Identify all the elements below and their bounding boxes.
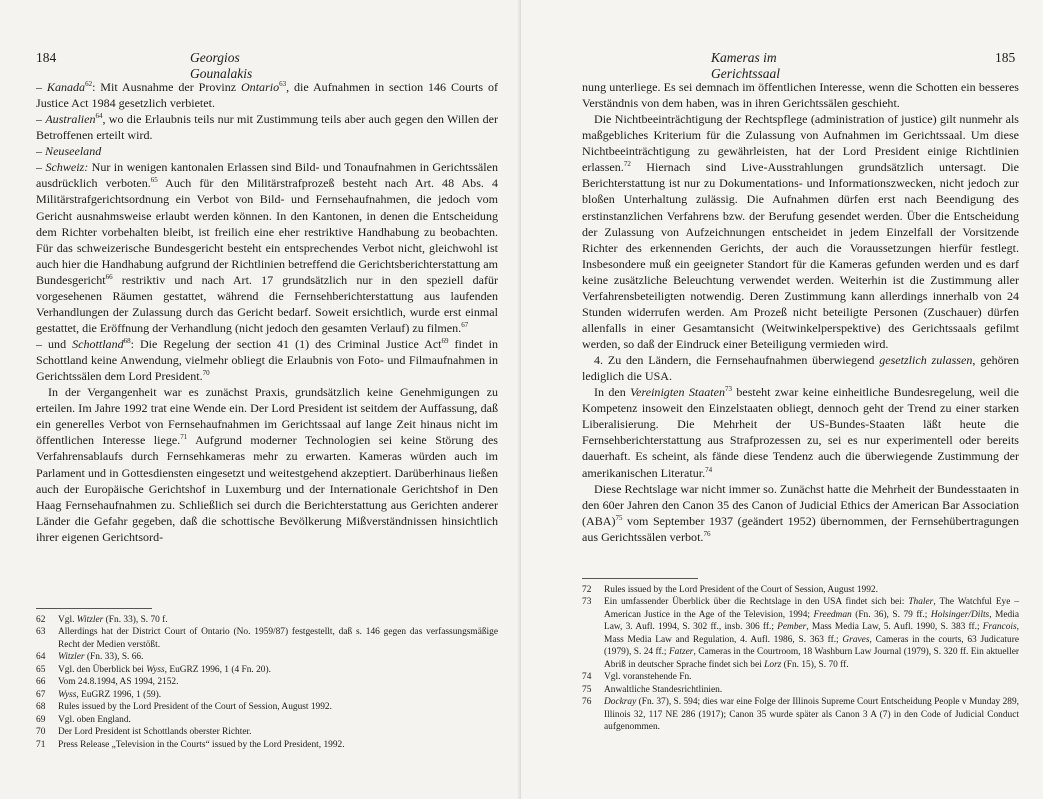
footnote [582,596,1019,671]
footnote-separator [582,578,698,579]
page-number: 185 [995,50,1016,65]
footnote [36,676,498,688]
footnote-number: 71 [36,739,46,750]
footnote-marker: 71 [180,433,188,442]
footnote [36,614,498,626]
footnote-number: 69 [36,714,46,725]
footnote-marker: 76 [703,529,711,538]
footnote [36,739,498,751]
left-body-text [36,79,498,545]
footnote [36,714,498,726]
footnote-number: 72 [582,585,592,595]
footnote-number: 74 [582,672,592,683]
footnote-number: 63 [36,627,46,638]
footnote-marker: 64 [95,112,103,121]
footnote-marker: 66 [105,272,113,281]
footnote-text: Dockray (Fn. 37), S. 594; dies war eine Folge der Illinois Supreme Court Entscheidung People v Munday 289, Illinois 32, 117 NE 286 (1917); Canon 35 wurde später als Canon 3 A (7) in den Code of Judicial Conduct aufgenommen. [604,697,1019,732]
footnote-marker: 65 [150,176,158,185]
footnote-number: 65 [36,664,46,675]
footnote [36,626,498,651]
footnote-number: 75 [582,684,592,695]
right-body-text [582,79,1019,545]
running-head-author: Georgios Gounalakis [190,50,253,81]
left-footnotes [36,614,498,751]
footnote-text: Wyss, EuGRZ 1996, 1 (59). [58,689,162,700]
footnote-marker: 67 [461,320,469,329]
body-paragraph: Diese Rechtslage war nicht immer so. Zunächst hatte die Mehrheit der Bundesstaaten in den 60er Jahren den Canon 35 des Canon of Judicial Ethics der American Bar Association (ABA)$^{75}$ vom September 1937 (geändert 1952) übernommen, der Fernsehübertragungen aus Gerichtssälen verbot.$^{76}$ [582,481,1019,544]
footnote-separator [36,608,152,609]
body-paragraph: – Kanada$^{62}$: Mit Ausnahme der Provinz Ontario$^{63}$, die Aufnahmen in section 146 Courts of Justice Act 1984 gesetzlich verbietet. [36,79,499,111]
footnote-text: Vgl. oben England. [58,714,131,725]
footnote-text: Rules issued by the Lord President of the Court of Session, August 1992. [604,585,878,595]
footnote [36,701,498,713]
footnote [36,651,498,663]
footnote-number: 64 [36,652,46,663]
footnote-marker: 75 [615,513,623,522]
footnote-number: 70 [36,727,46,738]
footnote-text: Rules issued by the Lord President of the Court of Session, August 1992. [58,702,332,713]
footnote-text: Ein umfassender Überblick über die Rechtslage in den USA findet sich bei: Thaler, The Watchful Eye – American Justice in the Age of the Television, 1994; Freedman (Fn. 36), S. 79 ff.; Holsinger/Dilts, Media Law, 3. Aufl. 1994, S. 302 ff., insb. 306 ff.; Pember, Mass Media Law, 5. Aufl. 1990, S. 383 ff.; Francois, Mass Media Law and Regulation, 4. Aufl. 1986, S. 363 ff.; Graves, Cameras in the courts, 63 Judicature (1979), S. 24 ff.; Fatzer, Cameras in the Courtroom, 18 Washburn Law Journal (1979), S. 320 ff. Ein aktueller Abriß in deutscher Sprache findet sich bei Lorz (Fn. 15), S. 70 ff. [604,597,1020,670]
footnote [582,696,1019,733]
page-number: 184 [36,50,57,65]
body-paragraph: – Neuseeland [36,144,102,159]
footnote-text: Der Lord President ist Schottlands oberster Richter. [58,727,252,738]
body-paragraph: In den Vereinigten Staaten$^{73}$ besteht zwar keine einheitliche Bundesregelung, weil die Kompetenz insoweit den Einzelstaaten obliegt, dennoch geht der Trend zu einer starken Liberalisierung. Die Mehrheit der US-Bundes-Staaten läßt heute die Fernsehberichterstattung aus Strafprozessen zu, sei es nur experimentell oder bereits dauerhaft. Es scheint, als fände diese Tendenz auch die überwiegende Zustimmung der amerikanischen Literatur.$^{74}$ [582,385,1019,480]
right-footnotes [582,584,1019,733]
footnote-text: Anwaltliche Standesrichtlinien. [604,684,723,695]
footnote [582,671,1019,683]
body-paragraph: In der Vergangenheit war es zunächst Praxis, grundsätzlich keine Genehmigungen zu erteilen. Im Jahre 1992 trat eine Wende ein. Der Lord President ist seitdem der Auffassung, daß ein generelles Verbot von Fernsehaufnahmen im Gerichtssaal auf lange Zeit hinaus nicht im öffentlichen Interesse liege.$^{71}$ Aufgrund moderner Technologien sei keine Störung des Verfahrensablaufs durch Fernsehkameras mehr zu erwarten. Kameras würden auch im Parlament und in Gottesdiensten eingesetzt und weitestgehend akzeptiert. Darüberhinaus ließen auch der Europäische Gerichtshof in Luxemburg und der Internationale Gerichtshof in Den Haag Fernsehaufnahmen zu. Schließlich sei durch die Berichterstattung aus Gerichten anderer Länder die Gefahr gegeben, daß die schottische Bevölkerung Mißverständnissen hinsichtlich ihrer eigenen Gerichtsord- [36,385,498,544]
footnote-text: Vgl. Witzler (Fn. 33), S. 70 f. [58,615,168,625]
footnote-number: 66 [36,677,46,688]
footnote-marker: 74 [705,465,713,474]
footnote [36,664,498,676]
footnote-text: Vom 24.8.1994, AS 1994, 2152. [58,677,179,688]
left-page [0,0,521,799]
footnote-marker: 73 [725,385,733,394]
footnote-text: Vgl. voranstehende Fn. [604,672,692,683]
footnote-text: Press Release „Television in the Courts“ issued by the Lord President, 1992. [58,739,345,750]
body-paragraph: nung unterliege. Es sei demnach im öffentlichen Interesse, wenn die Schotten ein besseres Verständnis von dem haben, was in ihren Gerichtssälen geschieht. [582,80,1019,111]
body-paragraph: – Australien$^{64}$, wo die Erlaubnis teils nur mit Zustimmung teils aber auch gegen den Willen der Betroffenen erteilt wird. [36,112,498,143]
footnote-text: Witzler (Fn. 33), S. 66. [58,652,144,663]
footnote [36,726,498,738]
footnote-marker: 68 [123,336,131,345]
footnote-text: Allerdings hat der District Court of Ontario (No. 1959/87) festgestellt, daß s. 146 gegen das verfassungsmäßige Recht der Medien verstößt. [58,627,498,650]
body-paragraph: – Schweiz: Nur in wenigen kantonalen Erlassen sind Bild- und Tonaufnahmen in Gerichtssälen ausdrücklich verboten.$^{65}$ Auch für den Militärstrafprozeß besteht nach Art. 48 Abs. 4 Militärstrafgerichtsordnung ein Verbot von Bild- und Fernsehaufnahmen, die jedoch vom Gericht ausnahmsweise erlaubt werden können. In den Kantonen, in denen die Entscheidung dem Richter vorbehalten bleibt, ist freilich eine eher restriktive Handhabung zu beobachten. Für das schweizerische Bundesgericht besteht ein entsprechendes Verbot nicht, gleichwohl ist auch hier die Handhabung aufgrund der Richtlinien betreffend die Gerichtsberichterstattung am Bundesgericht$^{66}$ restriktiv und nach Art. 17 grundsätzlich nur in den speziell dafür vorgesehenen Räumen gestattet, während die Fernsehberichterstattung aus laufenden Verhandlungen der Zulassung durch das Gericht bedarf. Soweit ersichtlich, wurde erst einmal gestattet, die Eröffnung der Verhandlung (nicht jedoch den gesamten Verlauf) zu filmen.$^{67}$ [36,160,498,335]
footnote-text: Vgl. den Überblick bei Wyss, EuGRZ 1996, 1 (4 Fn. 20). [58,664,271,675]
footnote-number: 62 [36,615,46,625]
footnote-marker: 70 [202,369,210,378]
footnote [582,684,1019,696]
footnote-marker: 63 [279,79,287,88]
footnote [36,689,498,701]
right-page [521,0,1043,799]
footnote-marker: 69 [441,336,449,345]
body-paragraph: Die Nichtbeeinträchtigung der Rechtspflege (administration of justice) gilt nunmehr als maßgebliches Kriterium für die Zulassung von Aufnahmen im Gerichtssaal. Um diese Nichtbeeinträchtigung zu gewährleisten, hat der Lord President einige Richtlinien erlassen.$^{72}$ Hiernach sind Live-Ausstrahlungen grundsätzlich untersagt. Die Berichterstattung ist nur zu Dokumentations- und Informationszwecken, nicht jedoch zur bloßen Unterhaltung zulässig. Die Aufnahmen dürfen erst nach Beendigung des erstinstanzlichen Verfahrens bzw. der Berufung gesendet werden. Über die Entscheidung der Zulassung von Aufzeichnungen entscheidet in jedem Einzelfall der Vorsitzende Richter des erkennenden Gerichts, der auch die Voraussetzungen hierfür festlegt. Insbesondere muß ein geeigneter Standort für die Kameras gefunden werden und es darf keine zusätzliche Beleuchtung verwendet werden. Weiterhin ist die Zustimmung aller Verfahrensbeteiligten notwendig. Deren Zustimmung kann allerdings innerhalb von 24 Stunden widerrufen werden. Am Prozeß nicht beteiligte Personen (Zuschauer) dürfen allenfalls in einer Gesamtansicht (Weitwinkelperspektive) des Gerichtssaals gefilmt werden, so daß der Eindruck einer Beteiligung vermieden wird. [582,112,1019,351]
footnote-number: 73 [582,597,592,608]
footnote-number: 76 [582,697,592,708]
body-paragraph: 4. Zu den Ländern, die Fernsehaufnahmen überwiegend gesetzlich zulassen, gehören lediglich die USA. [582,353,1019,384]
footnote-marker: 72 [623,160,631,169]
footnote [582,584,1019,596]
footnote-number: 68 [36,702,46,713]
footnote-number: 67 [36,689,46,700]
body-paragraph: – und Schottland$^{68}$: Die Regelung der section 41 (1) des Criminal Justice Act$^{69}$ findet in Schottland keine Anwendung, vielmehr obliegt die Erlaubnis von Foto- und Filmaufnahmen in Gerichtssälen dem Lord President.$^{70}$ [36,336,498,384]
footnote-marker: 62 [85,79,93,88]
running-head-title: Kameras im Gerichtssaal [711,50,780,81]
